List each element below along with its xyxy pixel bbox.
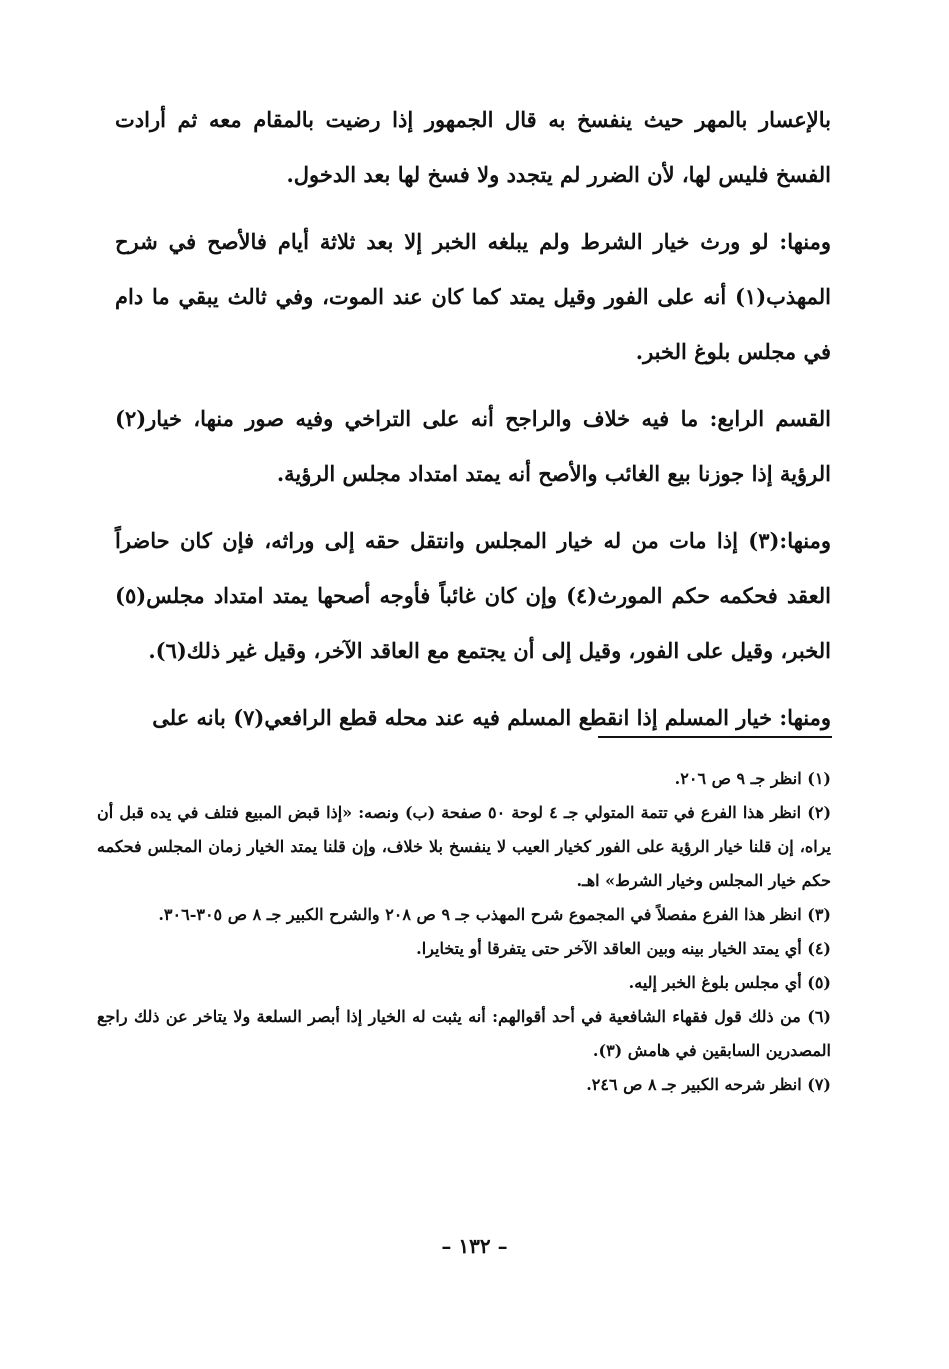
page-number: – ١٣٢ – bbox=[441, 1234, 508, 1258]
paragraph-4: ومنها:(٣) إذا مات من له خيار المجلس وانتقل حقه إلى وراثه، فإن كان حاضراً العقد فحكمه حكم المورث(٤) وإن كان غائباً فأوجه أصحها يمتد امتداد مجلس(٥) الخبر، وقيل على الفور، وقيل إلى أن يجتمع مع العاقد الآخر، وقيل غير ذلك(٦). bbox=[115, 528, 831, 663]
footnote-5: (٥) أي مجلس بلوغ الخبر إليه. bbox=[628, 973, 831, 992]
footnote-divider bbox=[598, 736, 832, 738]
footnote-7: (٧) انظر شرحه الكبير جـ ٨ ص ٢٤٦. bbox=[586, 1075, 831, 1094]
footnotes bbox=[97, 762, 831, 1102]
main-text bbox=[115, 92, 831, 757]
paragraph-5: ومنها: خيار المسلم إذا انقطع المسلم فيه عند محله قطع الرافعي(٧) بانه على bbox=[152, 705, 831, 730]
footnote-2: (٢) انظر هذا الفرع في تتمة المتولي جـ ٤ لوحة ٥٠ صفحة (ب) ونصه: «إذا قبض المبيع فتلف في يده قبل أن يراه، إن قلنا خيار الرؤية على الفور كخيار العيب لا ينفسخ بلا خلاف، وإن قلنا يمتد الخيار زمان المجلس فحكمه حكم خيار المجلس وخيار الشرط» اهـ. bbox=[97, 803, 832, 890]
footnote-6: (٦) من ذلك قول فقهاء الشافعية في أحد أقوالهم: أنه يثبت له الخيار إذا أبصر السلعة ولا يتاخر عن ذلك راجع المصدرين السابقين في هامش (٣). bbox=[97, 1007, 831, 1060]
footnote-4: (٤) أي يمتد الخيار بينه وبين العاقد الآخر حتى يتفرقا أو يتخايرا. bbox=[416, 939, 831, 958]
paragraph-1: بالإعسار بالمهر حيث ينفسخ به قال الجمهور إذا رضيت بالمقام معه ثم أرادت الفسخ فليس لها، لأن الضرر لم يتجدد ولا فسخ لها بعد الدخول. bbox=[115, 107, 831, 187]
paragraph-2: ومنها: لو ورث خيار الشرط ولم يبلغه الخبر إلا بعد ثلاثة أيام فالأصح في شرح المهذب(١) أنه على الفور وقيل يمتد كما كان عند الموت، وفي ثالث يبقي ما دام في مجلس بلوغ الخبر. bbox=[115, 229, 831, 364]
footnote-1: (١) انظر جـ ٩ ص ٢٠٦. bbox=[674, 769, 831, 788]
paragraph-3: القسم الرابع: ما فيه خلاف والراجح أنه على التراخي وفيه صور منها، خيار(٢) الرؤية إذا جوزنا بيع الغائب والأصح أنه يمتد امتداد مجلس الرؤية. bbox=[115, 406, 831, 486]
footnote-3: (٣) انظر هذا الفرع مفصلاً في المجموع شرح المهذب جـ ٩ ص ٢٠٨ والشرح الكبير جـ ٨ ص ٣٠٥-٣٠٦. bbox=[158, 905, 831, 924]
